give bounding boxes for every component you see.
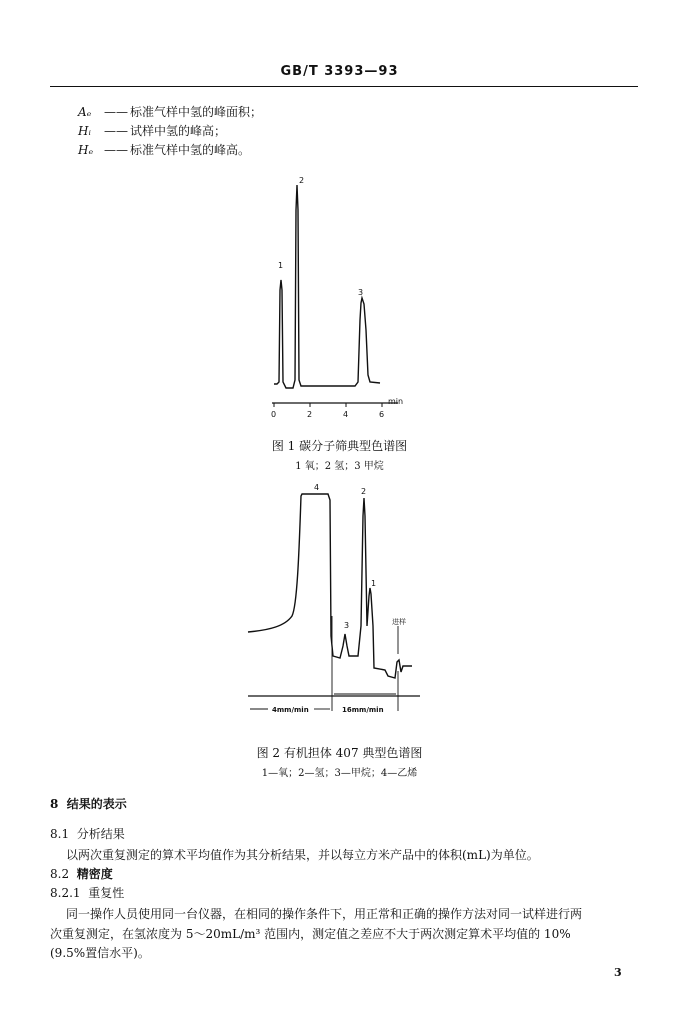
- section-number: 8.1: [50, 827, 70, 841]
- figure2-chromatogram: [240, 476, 430, 726]
- figure1-caption: 图 1 碳分子筛典型色谱图: [271, 439, 408, 453]
- section-number: 8: [50, 797, 59, 811]
- figure2-peak-label: 1: [371, 579, 377, 588]
- header-rule: [50, 86, 638, 87]
- figure1-peak-label: 2: [299, 176, 305, 185]
- definition-symbol: Hᵢ: [78, 124, 91, 138]
- definition-he: [78, 141, 250, 159]
- section-title: 分析结果: [76, 827, 125, 841]
- section-number: 8.2: [50, 867, 70, 881]
- definition-ae: [78, 103, 262, 121]
- page-number: 3: [614, 966, 622, 979]
- figure1-tick-label: 4: [343, 410, 349, 419]
- section-title: 结果的表示: [66, 797, 127, 811]
- figure1-peak-label: 1: [278, 261, 284, 270]
- section-8-2-heading: [50, 865, 113, 882]
- definition-text: 标准气样中氢的峰高。: [130, 143, 251, 157]
- section-number: 8.2.1: [50, 886, 81, 900]
- analysis-result-paragraph: 以两次重复测定的算术平均值作为其分析结果，并以每立方米产品中的体积(mL)为单位。: [66, 848, 539, 862]
- section-title: 重复性: [88, 886, 125, 900]
- figure1-tick-label: 0: [271, 410, 277, 419]
- definition-dash: ——: [104, 124, 128, 138]
- figure2-legend: 1—氧；2—氢；3—甲烷；4—乙烯: [261, 768, 418, 779]
- section-8-2-1-heading: [50, 884, 124, 901]
- figure2-peak-label: 3: [344, 621, 350, 630]
- figure2-trace: [248, 494, 412, 678]
- repeatability-paragraph-line: 次重复测定，在氢浓度为 5～20mL/m³ 范围内，测定值之差应不大于两次测定算术平均值的 10%: [50, 927, 571, 941]
- repeatability-paragraph-line: 同一操作人员使用同一台仪器，在相同的操作条件下，用正常和正确的操作方法对同一试样进行两: [66, 907, 583, 921]
- figure2-peak-label: 4: [314, 483, 320, 492]
- figure1-trace: [274, 185, 380, 388]
- figure1-tick-label: 2: [307, 410, 313, 419]
- figure1-chromatogram: [250, 170, 430, 420]
- definition-hi: [78, 122, 226, 140]
- section-8-1-heading: [50, 825, 125, 842]
- figure2-speed-right-label: 16mm/min: [342, 706, 384, 714]
- definition-text: 标准气样中氢的峰面积；: [130, 105, 263, 119]
- repeatability-paragraph-line: (9.5%置信水平)。: [50, 946, 150, 960]
- definition-symbol: Aₑ: [78, 105, 92, 119]
- section-8-heading: [50, 795, 127, 812]
- figure1-axis-unit: min: [388, 397, 404, 406]
- figure1-peak-label: 3: [358, 288, 364, 297]
- figure2-peak-label: 2: [361, 487, 367, 496]
- definition-symbol: Hₑ: [78, 143, 94, 157]
- definition-dash: ——: [104, 105, 128, 119]
- figure2-speed-left-label: 4mm/min: [272, 706, 309, 714]
- figure2-caption: 图 2 有机担体 407 典型色谱图: [256, 746, 423, 760]
- section-title: 精密度: [76, 867, 113, 881]
- definition-text: 试样中氢的峰高；: [130, 124, 227, 138]
- figure2-injection-label: 进样: [392, 618, 406, 626]
- figure1-tick-label: 6: [379, 410, 385, 419]
- page-header-title: GB/T 3393—93: [280, 64, 399, 79]
- definition-dash: ——: [104, 143, 128, 157]
- figure1-legend: 1 氧；2 氢；3 甲烷: [295, 461, 384, 472]
